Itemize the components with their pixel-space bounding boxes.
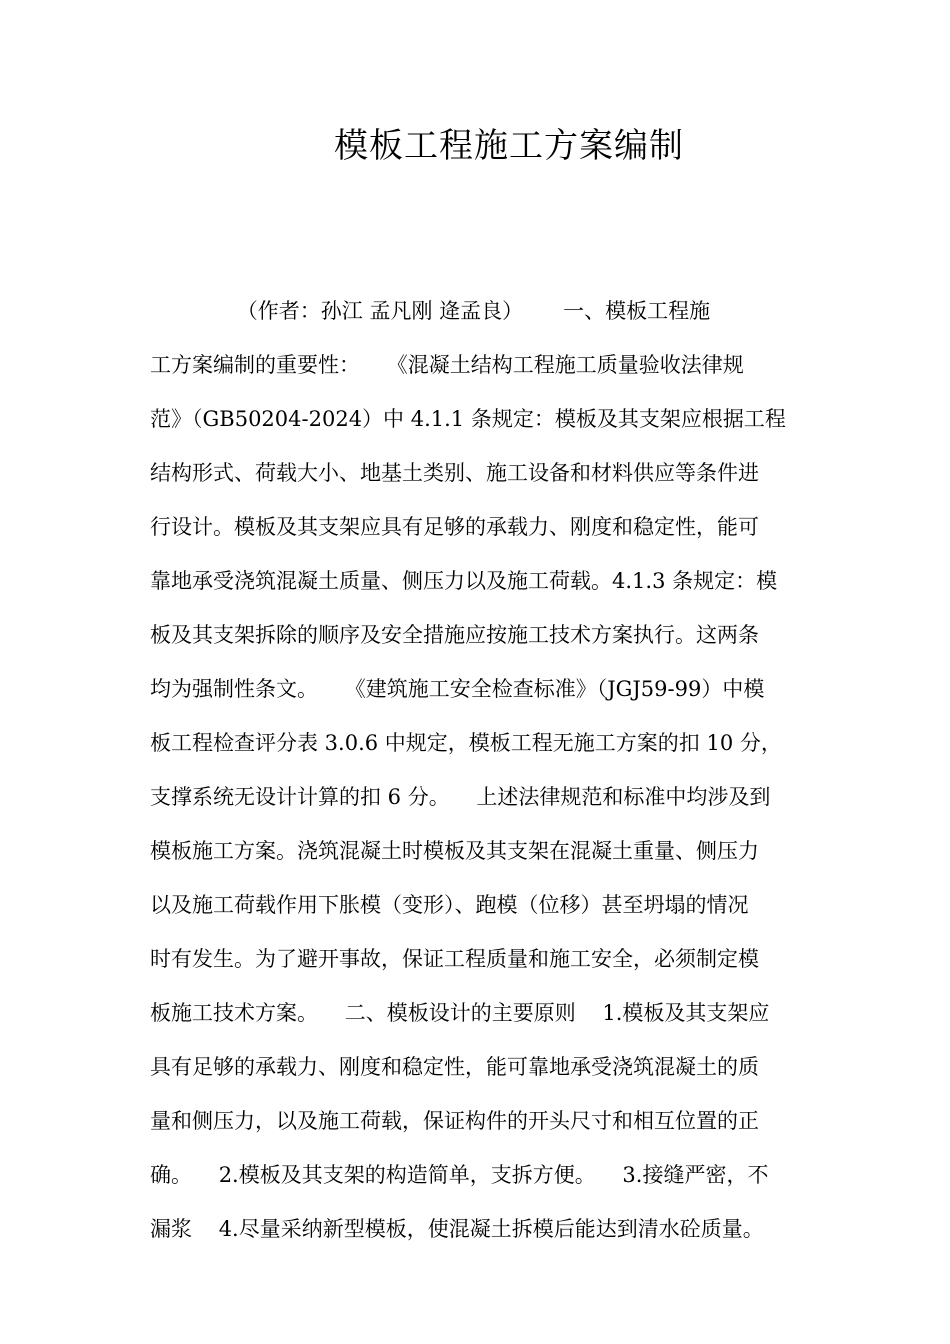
document-body [150, 290, 810, 1262]
body-line: 板及其支架拆除的顺序及安全措施应按施工技术方案执行。这两条 [150, 623, 759, 647]
body-line: （作者：孙江 孟凡刚 逄孟良） 一、模板工程施 [150, 299, 711, 323]
body-line: 范》（GB50204-2024）中 4.1.1 条规定：模板及其支架应根据工程 [150, 407, 786, 431]
body-line: 量和侧压力，以及施工荷载，保证构件的开头尺寸和相互位置的正 [150, 1109, 759, 1133]
body-line: 以及施工荷载作用下胀模（变形）、跑模（位移）甚至坍塌的情况 [150, 893, 749, 917]
body-line: 结构形式、荷载大小、地基土类别、施工设备和材料供应等条件进 [150, 461, 759, 485]
body-line: 确。 2.模板及其支架的构造简单，支拆方便。 3.接缝严密，不 [150, 1163, 769, 1187]
body-line: 靠地承受浇筑混凝土质量、侧压力以及施工荷载。4.1.3 条规定：模 [150, 569, 778, 593]
body-line: 工方案编制的重要性： 《混凝土结构工程施工质量验收法律规 [150, 353, 744, 377]
body-line: 具有足够的承载力、刚度和稳定性，能可靠地承受浇筑混凝土的质 [150, 1055, 759, 1079]
body-line: 行设计。模板及其支架应具有足够的承载力、刚度和稳定性，能可 [150, 515, 759, 539]
body-line: 均为强制性条文。 《建筑施工安全检查标准》（JGJ59-99）中模 [150, 677, 765, 701]
document-title: 模板工程施工方案编制 [334, 126, 684, 166]
body-line: 板施工技术方案。 二、模板设计的主要原则 1.模板及其支架应 [150, 1001, 770, 1025]
body-line: 板工程检查评分表 3.0.6 中规定，模板工程无施工方案的扣 10 分， [150, 731, 782, 755]
body-line: 漏浆 4.尽量采纳新型模板，使混凝土拆模后能达到清水砼质量。 [150, 1217, 764, 1241]
body-line: 支撑系统无设计计算的扣 6 分。 上述法律规范和标准中均涉及到 [150, 785, 771, 809]
body-line: 时有发生。为了避开事故，保证工程质量和施工安全，必须制定模 [150, 947, 759, 971]
body-line: 模板施工方案。浇筑混凝土时模板及其支架在混凝土重量、侧压力 [150, 839, 759, 863]
